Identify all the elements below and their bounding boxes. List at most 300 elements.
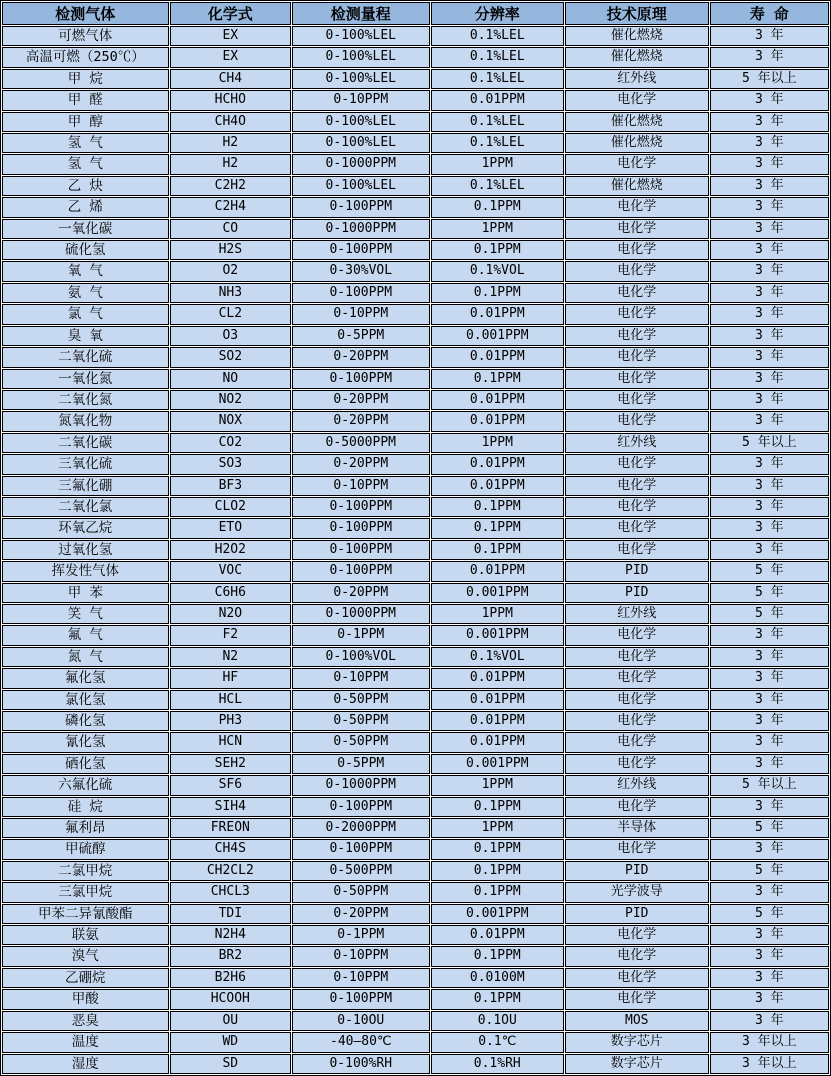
cell-gas-name: 一氧化碳 (2, 219, 169, 239)
cell-resolution: 0.01PPM (431, 690, 564, 710)
cell-chemical-formula: FREON (170, 818, 291, 838)
cell-lifespan: 3 年 (710, 882, 829, 902)
cell-lifespan: 3 年 (710, 411, 829, 431)
cell-gas-name: 臭 氧 (2, 326, 169, 346)
cell-gas-name: 一氧化氮 (2, 369, 169, 389)
cell-detection-range: 0-50PPM (292, 882, 430, 902)
cell-detection-range: -40—80℃ (292, 1032, 430, 1052)
cell-detection-range: 0-5PPM (292, 326, 430, 346)
cell-gas-name: 甲 苯 (2, 583, 169, 603)
table-row (2, 176, 829, 196)
cell-lifespan: 3 年 (710, 197, 829, 217)
cell-chemical-formula: CL2 (170, 304, 291, 324)
cell-lifespan: 3 年 (710, 176, 829, 196)
cell-resolution: 0.1PPM (431, 946, 564, 966)
cell-technology: 半导体 (565, 818, 709, 838)
table-row (2, 925, 829, 945)
cell-detection-range: 0-100PPM (292, 518, 430, 538)
cell-lifespan: 3 年 (710, 261, 829, 281)
cell-chemical-formula: N2H4 (170, 925, 291, 945)
cell-detection-range: 0-5000PPM (292, 433, 430, 453)
cell-detection-range: 0-100PPM (292, 497, 430, 517)
cell-technology: 电化学 (565, 283, 709, 303)
cell-lifespan: 3 年 (710, 754, 829, 774)
cell-chemical-formula: H2 (170, 133, 291, 153)
cell-technology: 电化学 (565, 90, 709, 110)
cell-detection-range: 0-10OU (292, 1011, 430, 1031)
cell-lifespan: 3 年 (710, 154, 829, 174)
cell-resolution: 0.1OU (431, 1011, 564, 1031)
cell-gas-name: 笑 气 (2, 604, 169, 624)
cell-lifespan: 3 年 (710, 625, 829, 645)
cell-detection-range: 0-100PPM (292, 197, 430, 217)
cell-resolution: 0.1PPM (431, 240, 564, 260)
cell-detection-range: 0-1000PPM (292, 219, 430, 239)
cell-chemical-formula: SIH4 (170, 797, 291, 817)
cell-chemical-formula: CHCL3 (170, 882, 291, 902)
cell-technology: 光学波导 (565, 882, 709, 902)
cell-chemical-formula: BF3 (170, 476, 291, 496)
cell-chemical-formula: PH3 (170, 711, 291, 731)
cell-technology: 电化学 (565, 497, 709, 517)
cell-detection-range: 0-100PPM (292, 540, 430, 560)
cell-resolution: 0.1%VOL (431, 647, 564, 667)
table-row (2, 219, 829, 239)
cell-resolution: 0.01PPM (431, 668, 564, 688)
cell-detection-range: 0-20PPM (292, 390, 430, 410)
cell-resolution: 0.01PPM (431, 390, 564, 410)
table-row (2, 326, 829, 346)
cell-detection-range: 0-20PPM (292, 454, 430, 474)
cell-lifespan: 3 年 (710, 47, 829, 67)
table-row (2, 197, 829, 217)
cell-resolution: 0.01PPM (431, 347, 564, 367)
cell-lifespan: 3 年 (710, 240, 829, 260)
cell-detection-range: 0-20PPM (292, 904, 430, 924)
cell-detection-range: 0-100PPM (292, 369, 430, 389)
cell-gas-name: 高温可燃（250℃） (2, 47, 169, 67)
cell-gas-name: 氟化氢 (2, 668, 169, 688)
cell-chemical-formula: H2O2 (170, 540, 291, 560)
cell-technology: 催化燃烧 (565, 26, 709, 46)
column-header-chemical-formula: 化学式 (170, 2, 291, 25)
table-row (2, 1054, 829, 1074)
cell-gas-name: 磷化氢 (2, 711, 169, 731)
cell-resolution: 0.01PPM (431, 476, 564, 496)
cell-lifespan: 3 年 (710, 347, 829, 367)
cell-resolution: 0.0100M (431, 968, 564, 988)
cell-detection-range: 0-1000PPM (292, 154, 430, 174)
table-row (2, 946, 829, 966)
cell-gas-name: 氟 气 (2, 625, 169, 645)
cell-technology: 电化学 (565, 925, 709, 945)
cell-detection-range: 0-100PPM (292, 839, 430, 859)
cell-chemical-formula: HCOOH (170, 989, 291, 1009)
cell-chemical-formula: CH4O (170, 112, 291, 132)
table-row (2, 69, 829, 89)
cell-chemical-formula: VOC (170, 561, 291, 581)
cell-detection-range: 0-1PPM (292, 625, 430, 645)
cell-lifespan: 3 年 (710, 497, 829, 517)
cell-gas-name: 二氧化碳 (2, 433, 169, 453)
table-row (2, 304, 829, 324)
cell-technology: 电化学 (565, 326, 709, 346)
table-row (2, 647, 829, 667)
cell-technology: 电化学 (565, 304, 709, 324)
cell-chemical-formula: HF (170, 668, 291, 688)
cell-detection-range: 0-100%LEL (292, 69, 430, 89)
cell-resolution: 0.1PPM (431, 797, 564, 817)
cell-gas-name: 氯化氢 (2, 690, 169, 710)
cell-chemical-formula: C2H2 (170, 176, 291, 196)
column-header-lifespan: 寿 命 (710, 2, 829, 25)
cell-gas-name: 氢 气 (2, 154, 169, 174)
table-row (2, 882, 829, 902)
cell-lifespan: 3 年 (710, 690, 829, 710)
cell-technology: 电化学 (565, 454, 709, 474)
cell-technology: 催化燃烧 (565, 176, 709, 196)
cell-technology: 电化学 (565, 732, 709, 752)
cell-resolution: 0.001PPM (431, 625, 564, 645)
table-row (2, 797, 829, 817)
cell-lifespan: 3 年 (710, 112, 829, 132)
cell-resolution: 0.1%LEL (431, 47, 564, 67)
cell-chemical-formula: SO2 (170, 347, 291, 367)
table-row (2, 454, 829, 474)
cell-technology: 红外线 (565, 69, 709, 89)
cell-lifespan: 3 年 (710, 989, 829, 1009)
cell-gas-name: 联氨 (2, 925, 169, 945)
table-row (2, 133, 829, 153)
cell-lifespan: 3 年 (710, 668, 829, 688)
cell-lifespan: 5 年以上 (710, 433, 829, 453)
cell-resolution: 0.1%VOL (431, 261, 564, 281)
cell-resolution: 0.1PPM (431, 369, 564, 389)
cell-resolution: 0.01PPM (431, 454, 564, 474)
cell-chemical-formula: NO2 (170, 390, 291, 410)
table-row (2, 989, 829, 1009)
cell-technology: 电化学 (565, 668, 709, 688)
cell-detection-range: 0-100PPM (292, 797, 430, 817)
cell-detection-range: 0-30%VOL (292, 261, 430, 281)
header-row (2, 2, 829, 25)
cell-gas-name: 三氧化硫 (2, 454, 169, 474)
cell-resolution: 0.1%LEL (431, 69, 564, 89)
cell-technology: 电化学 (565, 476, 709, 496)
cell-technology: 电化学 (565, 797, 709, 817)
cell-gas-name: 氢 气 (2, 133, 169, 153)
cell-detection-range: 0-500PPM (292, 861, 430, 881)
cell-detection-range: 0-1PPM (292, 925, 430, 945)
cell-lifespan: 3 年 (710, 90, 829, 110)
table-row (2, 476, 829, 496)
cell-gas-name: 二氧化氯 (2, 497, 169, 517)
cell-detection-range: 0-2000PPM (292, 818, 430, 838)
cell-lifespan: 3 年 (710, 390, 829, 410)
cell-technology: 电化学 (565, 347, 709, 367)
cell-detection-range: 0-100%LEL (292, 47, 430, 67)
table-row (2, 90, 829, 110)
cell-technology: 电化学 (565, 946, 709, 966)
cell-chemical-formula: SEH2 (170, 754, 291, 774)
cell-gas-name: 过氧化氢 (2, 540, 169, 560)
cell-lifespan: 3 年 (710, 839, 829, 859)
cell-chemical-formula: BR2 (170, 946, 291, 966)
table-row (2, 604, 829, 624)
cell-detection-range: 0-100PPM (292, 283, 430, 303)
cell-gas-name: 甲硫醇 (2, 839, 169, 859)
cell-chemical-formula: CO (170, 219, 291, 239)
cell-detection-range: 0-100%RH (292, 1054, 430, 1074)
cell-detection-range: 0-100PPM (292, 240, 430, 260)
cell-chemical-formula: CH4S (170, 839, 291, 859)
cell-resolution: 0.001PPM (431, 754, 564, 774)
table-row (2, 732, 829, 752)
cell-resolution: 0.01PPM (431, 90, 564, 110)
cell-gas-name: 氨 气 (2, 283, 169, 303)
cell-lifespan: 3 年 (710, 476, 829, 496)
cell-lifespan: 3 年 (710, 797, 829, 817)
cell-lifespan: 3 年 (710, 219, 829, 239)
cell-technology: 电化学 (565, 989, 709, 1009)
cell-detection-range: 0-10PPM (292, 90, 430, 110)
cell-gas-name: 甲 醛 (2, 90, 169, 110)
cell-resolution: 0.1%RH (431, 1054, 564, 1074)
cell-resolution: 0.1PPM (431, 283, 564, 303)
cell-technology: MOS (565, 1011, 709, 1031)
cell-chemical-formula: O3 (170, 326, 291, 346)
cell-gas-name: 乙 炔 (2, 176, 169, 196)
cell-detection-range: 0-20PPM (292, 347, 430, 367)
cell-gas-name: 氯 气 (2, 304, 169, 324)
cell-lifespan: 5 年 (710, 904, 829, 924)
cell-gas-name: 甲酸 (2, 989, 169, 1009)
column-header-gas-name: 检测气体 (2, 2, 169, 25)
cell-technology: 电化学 (565, 711, 709, 731)
cell-resolution: 0.1PPM (431, 882, 564, 902)
cell-resolution: 0.1%LEL (431, 133, 564, 153)
table-row (2, 154, 829, 174)
table-row (2, 240, 829, 260)
cell-lifespan: 3 年 (710, 711, 829, 731)
cell-lifespan: 3 年 (710, 133, 829, 153)
cell-technology: 电化学 (565, 411, 709, 431)
cell-detection-range: 0-1000PPM (292, 604, 430, 624)
cell-gas-name: 二氧化硫 (2, 347, 169, 367)
cell-gas-name: 乙硼烷 (2, 968, 169, 988)
cell-chemical-formula: F2 (170, 625, 291, 645)
cell-chemical-formula: EX (170, 47, 291, 67)
cell-detection-range: 0-10PPM (292, 668, 430, 688)
cell-lifespan: 3 年 (710, 732, 829, 752)
cell-chemical-formula: N2 (170, 647, 291, 667)
cell-gas-name: 环氧乙烷 (2, 518, 169, 538)
cell-lifespan: 3 年 (710, 283, 829, 303)
cell-gas-name: 温度 (2, 1032, 169, 1052)
cell-chemical-formula: HCN (170, 732, 291, 752)
cell-technology: 红外线 (565, 775, 709, 795)
table-body (2, 26, 829, 1074)
cell-resolution: 0.01PPM (431, 732, 564, 752)
cell-detection-range: 0-50PPM (292, 690, 430, 710)
cell-gas-name: 二氯甲烷 (2, 861, 169, 881)
cell-gas-name: 氮 气 (2, 647, 169, 667)
cell-technology: 电化学 (565, 390, 709, 410)
cell-lifespan: 3 年 (710, 518, 829, 538)
cell-chemical-formula: O2 (170, 261, 291, 281)
cell-gas-name: 甲 烷 (2, 69, 169, 89)
cell-resolution: 1PPM (431, 818, 564, 838)
cell-detection-range: 0-50PPM (292, 711, 430, 731)
cell-technology: PID (565, 861, 709, 881)
cell-lifespan: 3 年 (710, 326, 829, 346)
cell-lifespan: 3 年 (710, 1011, 829, 1031)
cell-lifespan: 3 年 (710, 369, 829, 389)
cell-gas-name: 硅 烷 (2, 797, 169, 817)
cell-technology: 红外线 (565, 433, 709, 453)
table-row (2, 261, 829, 281)
cell-lifespan: 3 年 (710, 968, 829, 988)
cell-detection-range: 0-5PPM (292, 754, 430, 774)
cell-gas-name: 三氯甲烷 (2, 882, 169, 902)
table-row (2, 839, 829, 859)
cell-gas-name: 氮氧化物 (2, 411, 169, 431)
table-row (2, 497, 829, 517)
cell-resolution: 0.1%LEL (431, 112, 564, 132)
cell-detection-range: 0-10PPM (292, 476, 430, 496)
cell-technology: 数字芯片 (565, 1054, 709, 1074)
column-header-resolution: 分辨率 (431, 2, 564, 25)
cell-detection-range: 0-100PPM (292, 989, 430, 1009)
cell-gas-name: 氟利昂 (2, 818, 169, 838)
cell-technology: 催化燃烧 (565, 133, 709, 153)
cell-detection-range: 0-1000PPM (292, 775, 430, 795)
table-row (2, 47, 829, 67)
cell-lifespan: 3 年以上 (710, 1054, 829, 1074)
cell-gas-name: 硫化氢 (2, 240, 169, 260)
table-row (2, 540, 829, 560)
cell-technology: 电化学 (565, 154, 709, 174)
cell-lifespan: 3 年以上 (710, 1032, 829, 1052)
cell-technology: 电化学 (565, 369, 709, 389)
cell-resolution: 0.01PPM (431, 711, 564, 731)
table-row (2, 283, 829, 303)
cell-gas-name: 可燃气体 (2, 26, 169, 46)
cell-technology: 电化学 (565, 540, 709, 560)
table-row (2, 775, 829, 795)
cell-chemical-formula: OU (170, 1011, 291, 1031)
cell-resolution: 1PPM (431, 604, 564, 624)
table-row (2, 411, 829, 431)
cell-technology: 红外线 (565, 604, 709, 624)
cell-lifespan: 5 年以上 (710, 775, 829, 795)
table-row (2, 818, 829, 838)
cell-chemical-formula: EX (170, 26, 291, 46)
cell-chemical-formula: NO (170, 369, 291, 389)
cell-technology: 电化学 (565, 518, 709, 538)
cell-resolution: 1PPM (431, 154, 564, 174)
table-row (2, 561, 829, 581)
cell-detection-range: 0-100%VOL (292, 647, 430, 667)
cell-gas-name: 甲 醇 (2, 112, 169, 132)
cell-gas-name: 挥发性气体 (2, 561, 169, 581)
cell-chemical-formula: NH3 (170, 283, 291, 303)
table-row (2, 1032, 829, 1052)
cell-detection-range: 0-100%LEL (292, 26, 430, 46)
cell-gas-name: 湿度 (2, 1054, 169, 1074)
cell-chemical-formula: SF6 (170, 775, 291, 795)
cell-resolution: 0.1PPM (431, 518, 564, 538)
cell-gas-name: 三氟化硼 (2, 476, 169, 496)
cell-chemical-formula: HCHO (170, 90, 291, 110)
cell-technology: PID (565, 904, 709, 924)
cell-detection-range: 0-100%LEL (292, 112, 430, 132)
cell-lifespan: 3 年 (710, 454, 829, 474)
cell-chemical-formula: H2 (170, 154, 291, 174)
cell-technology: 催化燃烧 (565, 47, 709, 67)
cell-chemical-formula: CO2 (170, 433, 291, 453)
cell-resolution: 0.1PPM (431, 989, 564, 1009)
cell-resolution: 0.1PPM (431, 861, 564, 881)
cell-chemical-formula: WD (170, 1032, 291, 1052)
cell-lifespan: 5 年以上 (710, 69, 829, 89)
cell-chemical-formula: N2O (170, 604, 291, 624)
cell-chemical-formula: C2H4 (170, 197, 291, 217)
cell-technology: PID (565, 561, 709, 581)
cell-resolution: 0.1%LEL (431, 176, 564, 196)
cell-detection-range: 0-20PPM (292, 411, 430, 431)
cell-lifespan: 3 年 (710, 304, 829, 324)
cell-technology: 电化学 (565, 197, 709, 217)
cell-lifespan: 3 年 (710, 540, 829, 560)
cell-gas-name: 乙 烯 (2, 197, 169, 217)
cell-gas-name: 氧 气 (2, 261, 169, 281)
table-row (2, 112, 829, 132)
cell-detection-range: 0-10PPM (292, 946, 430, 966)
cell-gas-name: 六氟化硫 (2, 775, 169, 795)
cell-detection-range: 0-50PPM (292, 732, 430, 752)
cell-detection-range: 0-20PPM (292, 583, 430, 603)
cell-gas-name: 甲苯二异氰酸酯 (2, 904, 169, 924)
cell-lifespan: 5 年 (710, 561, 829, 581)
cell-technology: 电化学 (565, 839, 709, 859)
cell-lifespan: 5 年 (710, 604, 829, 624)
table-row (2, 861, 829, 881)
cell-chemical-formula: NOX (170, 411, 291, 431)
cell-gas-name: 恶臭 (2, 1011, 169, 1031)
table-row (2, 668, 829, 688)
cell-chemical-formula: CLO2 (170, 497, 291, 517)
cell-resolution: 0.1PPM (431, 497, 564, 517)
table-row (2, 433, 829, 453)
cell-technology: 电化学 (565, 219, 709, 239)
cell-chemical-formula: CH2CL2 (170, 861, 291, 881)
cell-lifespan: 5 年 (710, 583, 829, 603)
cell-chemical-formula: C6H6 (170, 583, 291, 603)
table-row (2, 369, 829, 389)
cell-technology: PID (565, 583, 709, 603)
cell-resolution: 0.01PPM (431, 411, 564, 431)
cell-resolution: 0.01PPM (431, 561, 564, 581)
cell-resolution: 0.001PPM (431, 326, 564, 346)
cell-technology: 电化学 (565, 240, 709, 260)
cell-chemical-formula: H2S (170, 240, 291, 260)
cell-technology: 电化学 (565, 968, 709, 988)
cell-gas-name: 溴气 (2, 946, 169, 966)
cell-resolution: 0.1℃ (431, 1032, 564, 1052)
table-row (2, 625, 829, 645)
cell-resolution: 0.1PPM (431, 540, 564, 560)
